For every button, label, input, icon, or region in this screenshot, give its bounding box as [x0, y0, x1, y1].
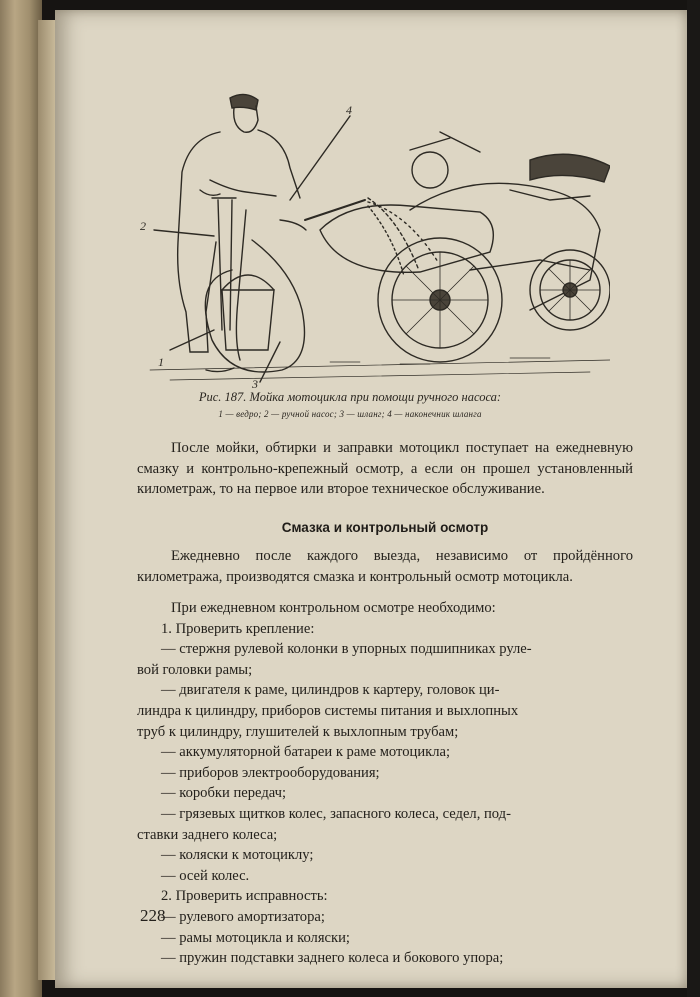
list-item: — аккумуляторной батареи к раме мотоцикла; [161, 744, 451, 761]
figure-caption-title: Рис. 187. Мойка мотоцикла при помощи ручного насоса: [198, 390, 502, 404]
list-item: — грязевых щитков колес, запасного колеса, седел, под- [161, 805, 511, 822]
figure-label-3: 3 [252, 377, 258, 390]
paragraph-intro: После мойки, обтирки и заправки мотоцикл поступает на ежедневную смазку и контрольно-крепежный осмотр, а если он прошел установленный километраж, то на первое или второе техническое обслуживание. [137, 440, 633, 498]
list-item: — стержня рулевой колонки в упорных подшипниках руле- [161, 641, 532, 658]
list-item: 1. Проверить крепление: [161, 620, 315, 637]
figure-caption-legend: 1 — ведро; 2 — ручной насос; 3 — шланг; 4 — наконечник шланга [218, 409, 482, 419]
list-item: — коробки передач; [161, 785, 287, 802]
motorcycle-washing-illustration [110, 70, 610, 390]
list-item: — коляски к мотоциклу; [161, 847, 314, 864]
list-item: труб к цилиндру, глушителей к выхлопным трубам; [137, 723, 459, 740]
figure-label-4: 4 [346, 103, 352, 117]
right-background [687, 0, 700, 997]
list-item: — двигателя к раме, цилиндров к картеру, головок ци- [161, 682, 500, 699]
list-item: — осей колес. [161, 867, 250, 884]
page-number: 228 [140, 906, 166, 925]
list-item: 2. Проверить исправность: [161, 888, 328, 905]
list-item: — рулевого амортизатора; [161, 908, 325, 925]
list-item: вой головки рамы; [137, 661, 253, 678]
list-item: — приборов электрооборудования; [161, 764, 380, 781]
figure-label-1: 1 [158, 355, 164, 369]
section-heading: Смазка и контрольный осмотр [281, 520, 489, 535]
list-item: При ежедневном контрольном осмотре необходимо: [171, 600, 496, 616]
list-item: — рамы мотоцикла и коляски; [161, 929, 350, 946]
list-item: — пружин подставки заднего колеса и бокового упора; [161, 950, 504, 967]
list-item: ставки заднего колеса; [137, 826, 278, 843]
figure-label-2: 2 [140, 219, 146, 233]
book-spine [0, 0, 42, 997]
paragraph-daily: Ежедневно после каждого выезда, независимо от пройдённого километража, производятся смазка и контрольный осмотр мотоцикла. [137, 548, 633, 585]
checklist [137, 598, 633, 969]
list-item: линдра к цилиндру, приборов системы питания и выхлопных [137, 702, 519, 719]
